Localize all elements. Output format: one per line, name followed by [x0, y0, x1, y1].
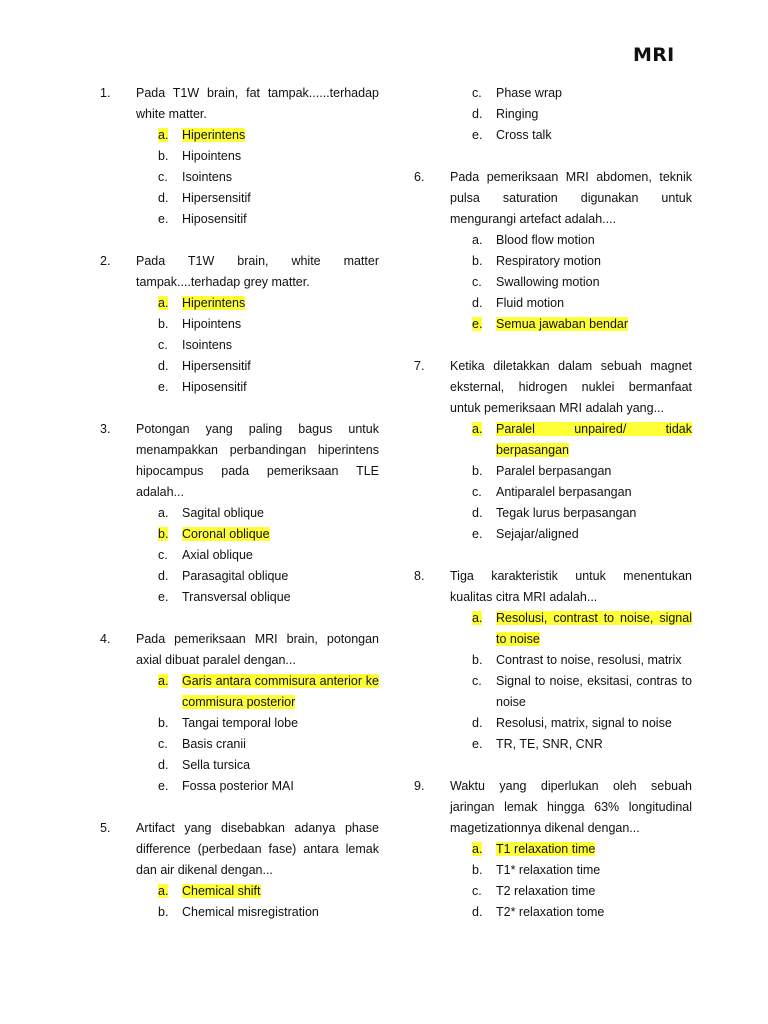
option-text-wrap: [496, 650, 692, 671]
question-5-continuation: [414, 83, 692, 146]
option-text-wrap: [182, 146, 379, 167]
option-letter-text: d.: [158, 569, 169, 583]
option-letter: [158, 671, 168, 692]
option-letter-text: e.: [472, 317, 483, 331]
option-letter: [472, 839, 482, 860]
option-letter-text: b.: [472, 653, 483, 667]
option-letter-text: a.: [472, 611, 483, 625]
option-letter-text: e.: [472, 737, 483, 751]
option-text-wrap: [496, 713, 692, 734]
option-text: Garis antara commisura anterior ke commisura posterior: [182, 674, 379, 709]
option-text-wrap: [182, 755, 379, 776]
option-text-wrap: [496, 293, 692, 314]
option-text-wrap: [496, 881, 692, 902]
option-letter-text: c.: [158, 548, 168, 562]
option-letter-text: b.: [158, 149, 169, 163]
answer-option: [100, 125, 379, 146]
option-letter: [158, 503, 168, 524]
option-letter: [158, 188, 168, 209]
answer-option: [414, 524, 692, 545]
answer-option: [414, 734, 692, 755]
option-text: Tangai temporal lobe: [182, 716, 299, 730]
option-text: Basis cranii: [182, 737, 246, 751]
option-text-wrap: [496, 125, 692, 146]
option-text: Signal to noise, eksitasi, contras to noise: [496, 674, 692, 709]
answer-option: [414, 230, 692, 251]
question: [414, 776, 692, 923]
option-text: T1 relaxation time: [496, 842, 596, 856]
question-text: Pada pemeriksaan MRI brain, potongan axial dibuat paralel dengan...: [136, 632, 379, 667]
answer-option: [414, 251, 692, 272]
answer-option: [414, 902, 692, 923]
option-text-wrap: [182, 335, 379, 356]
option-letter-text: a.: [158, 506, 169, 520]
answer-option: [414, 293, 692, 314]
answer-option: [100, 356, 379, 377]
answer-option: [414, 125, 692, 146]
option-text: Isointens: [182, 170, 233, 184]
option-list: [100, 503, 379, 608]
answer-option: [100, 314, 379, 335]
answer-option: [100, 503, 379, 524]
option-letter-text: e.: [472, 527, 483, 541]
option-text: Ringing: [496, 107, 539, 121]
option-text-wrap: [182, 314, 379, 335]
option-text: Parasagital oblique: [182, 569, 289, 583]
option-text: Paralel berpasangan: [496, 464, 612, 478]
answer-option: [414, 839, 692, 860]
option-text-wrap: [496, 860, 692, 881]
option-text: Contrast to noise, resolusi, matrix: [496, 653, 682, 667]
option-letter: [472, 503, 482, 524]
answer-option: [100, 167, 379, 188]
option-letter-text: c.: [158, 170, 168, 184]
option-text: Cross talk: [496, 128, 552, 142]
answer-option: [100, 713, 379, 734]
option-list: [100, 125, 379, 230]
answer-option: [414, 650, 692, 671]
option-list: [100, 881, 379, 923]
answer-option: [100, 335, 379, 356]
option-letter-text: b.: [158, 317, 169, 331]
question-text: Waktu yang diperlukan oleh sebuah jaringan lemak hingga 63% longitudinal magetizationnya dikenal dengan...: [450, 779, 692, 835]
answer-option: [100, 881, 379, 902]
option-letter: [472, 650, 482, 671]
option-text-wrap: [496, 524, 692, 545]
option-text-wrap: [496, 251, 692, 272]
question: [414, 167, 692, 335]
answer-option: [414, 83, 692, 104]
option-letter: [472, 230, 482, 251]
option-letter-text: b.: [158, 905, 169, 919]
option-text-wrap: [182, 566, 379, 587]
option-list: [414, 419, 692, 545]
option-letter: [472, 902, 482, 923]
option-letter-text: c.: [472, 485, 482, 499]
option-letter: [158, 545, 168, 566]
answer-option: [414, 314, 692, 335]
option-text-wrap: [496, 272, 692, 293]
option-letter-text: e.: [158, 380, 169, 394]
option-text: Respiratory motion: [496, 254, 601, 268]
option-text-wrap: [496, 230, 692, 251]
option-text-wrap: [182, 545, 379, 566]
option-letter-text: b.: [158, 716, 169, 730]
option-letter: [158, 356, 168, 377]
option-letter: [158, 881, 168, 902]
option-text: Resolusi, matrix, signal to noise: [496, 716, 672, 730]
option-letter: [472, 104, 482, 125]
option-letter: [158, 146, 168, 167]
option-letter: [158, 566, 168, 587]
option-letter: [472, 314, 482, 335]
option-letter: [472, 125, 482, 146]
option-text-wrap: [182, 293, 379, 314]
option-letter: [158, 314, 168, 335]
option-text: Swallowing motion: [496, 275, 600, 289]
right-column: [414, 83, 692, 944]
option-list: [414, 83, 692, 146]
question: [100, 419, 379, 608]
option-letter: [472, 293, 482, 314]
option-letter: [158, 335, 168, 356]
option-text: Hiperintens: [182, 128, 246, 142]
option-text-wrap: [182, 713, 379, 734]
option-letter-text: b.: [472, 464, 483, 478]
option-text: Transversal oblique: [182, 590, 291, 604]
option-letter-text: c.: [472, 674, 482, 688]
option-text: Chemical misregistration: [182, 905, 319, 919]
option-list: [100, 293, 379, 398]
option-text-wrap: [496, 671, 692, 713]
answer-option: [100, 524, 379, 545]
answer-option: [100, 566, 379, 587]
question-text: Artifact yang disebabkan adanya phase difference (perbedaan fase) antara lemak dan air dikenal dengan...: [136, 821, 379, 877]
option-letter: [158, 587, 168, 608]
answer-option: [100, 587, 379, 608]
option-letter-text: d.: [472, 296, 483, 310]
question-text: Potongan yang paling bagus untuk menampakkan perbandingan hiperintens hipocampus pada pemeriksaan TLE adalah...: [136, 422, 379, 499]
option-text: Chemical shift: [182, 884, 261, 898]
question-number: 5.: [100, 821, 111, 835]
option-letter: [472, 272, 482, 293]
option-letter-text: e.: [158, 212, 169, 226]
option-text-wrap: [182, 209, 379, 230]
option-list: [414, 230, 692, 335]
answer-option: [100, 902, 379, 923]
question: [100, 818, 379, 923]
option-text-wrap: [496, 461, 692, 482]
option-letter-text: d.: [472, 107, 483, 121]
option-letter: [158, 209, 168, 230]
option-text: Axial oblique: [182, 548, 253, 562]
option-text: Hiposensitif: [182, 212, 247, 226]
option-text: T2 relaxation time: [496, 884, 596, 898]
option-text: Isointens: [182, 338, 233, 352]
option-text-wrap: [496, 104, 692, 125]
question-text: Ketika diletakkan dalam sebuah magnet eksternal, hidrogen nuklei bermanfaat untuk pemeriksaan MRI adalah yang...: [450, 359, 692, 415]
option-letter-text: b.: [472, 863, 483, 877]
option-text: Antiparalel berpasangan: [496, 485, 632, 499]
answer-option: [100, 293, 379, 314]
question-text: Tiga karakteristik untuk menentukan kualitas citra MRI adalah...: [450, 569, 692, 604]
option-letter-text: c.: [472, 884, 482, 898]
option-letter: [158, 713, 168, 734]
question-number: 7.: [414, 359, 425, 373]
answer-option: [100, 776, 379, 797]
option-letter-text: d.: [158, 359, 169, 373]
option-text: Hipersensitif: [182, 359, 251, 373]
option-letter: [472, 734, 482, 755]
option-list: [100, 671, 379, 797]
answer-option: [414, 608, 692, 650]
option-text: Blood flow motion: [496, 233, 595, 247]
option-letter: [472, 524, 482, 545]
option-text: Hipersensitif: [182, 191, 251, 205]
question: [414, 566, 692, 755]
question: [100, 83, 379, 230]
option-letter-text: d.: [158, 758, 169, 772]
answer-option: [414, 482, 692, 503]
question-text: Pada T1W brain, white matter tampak....terhadap grey matter.: [136, 254, 379, 289]
option-letter: [472, 482, 482, 503]
option-text-wrap: [182, 188, 379, 209]
option-text: T1* relaxation time: [496, 863, 601, 877]
option-letter-text: e.: [472, 128, 483, 142]
option-letter: [158, 377, 168, 398]
option-letter: [158, 776, 168, 797]
option-letter-text: d.: [472, 506, 483, 520]
answer-option: [414, 713, 692, 734]
option-text-wrap: [182, 902, 379, 923]
option-letter: [158, 167, 168, 188]
option-text: Coronal oblique: [182, 527, 270, 541]
answer-option: [100, 671, 379, 713]
option-letter: [158, 524, 168, 545]
answer-option: [414, 671, 692, 713]
option-letter-text: a.: [472, 842, 483, 856]
option-letter: [158, 902, 168, 923]
option-text-wrap: [182, 734, 379, 755]
option-letter: [472, 419, 482, 440]
option-letter-text: d.: [158, 191, 169, 205]
option-letter-text: e.: [158, 590, 169, 604]
option-text-wrap: [496, 482, 692, 503]
option-text: T2* relaxation tome: [496, 905, 605, 919]
option-letter: [158, 755, 168, 776]
option-letter: [472, 881, 482, 902]
option-text-wrap: [182, 776, 379, 797]
option-text: Hiperintens: [182, 296, 246, 310]
option-text-wrap: [496, 839, 692, 860]
option-text: Fossa posterior MAI: [182, 779, 294, 793]
option-letter-text: e.: [158, 779, 169, 793]
answer-option: [414, 461, 692, 482]
option-list: [414, 839, 692, 923]
option-text-wrap: [182, 881, 379, 902]
option-text-wrap: [496, 608, 692, 650]
option-list: [414, 608, 692, 755]
option-letter: [472, 251, 482, 272]
option-letter: [158, 293, 168, 314]
option-letter-text: a.: [158, 296, 169, 310]
option-text-wrap: [182, 356, 379, 377]
option-text: Resolusi, contrast to noise, signal to noise: [496, 611, 692, 646]
option-text: Sella tursica: [182, 758, 251, 772]
answer-option: [414, 881, 692, 902]
option-letter-text: a.: [158, 128, 169, 142]
answer-option: [100, 377, 379, 398]
option-letter: [472, 461, 482, 482]
option-text-wrap: [496, 503, 692, 524]
option-letter: [472, 671, 482, 692]
option-letter-text: c.: [158, 737, 168, 751]
question: [100, 629, 379, 797]
answer-option: [100, 755, 379, 776]
option-text: Hiposensitif: [182, 380, 247, 394]
option-letter-text: b.: [472, 254, 483, 268]
option-text-wrap: [496, 902, 692, 923]
question: [100, 251, 379, 398]
left-column: [100, 83, 379, 944]
question: [414, 356, 692, 545]
option-letter-text: b.: [158, 527, 169, 541]
option-text: Tegak lurus berpasangan: [496, 506, 637, 520]
option-letter-text: a.: [158, 884, 169, 898]
option-letter: [472, 860, 482, 881]
option-letter-text: a.: [472, 422, 483, 436]
option-letter-text: d.: [472, 905, 483, 919]
answer-option: [414, 104, 692, 125]
option-letter-text: c.: [472, 86, 482, 100]
question-number: 8.: [414, 569, 425, 583]
question-number: 2.: [100, 254, 111, 268]
option-letter: [158, 734, 168, 755]
option-letter-text: a.: [158, 674, 169, 688]
question-number: 3.: [100, 422, 111, 436]
option-text-wrap: [182, 587, 379, 608]
option-letter: [472, 713, 482, 734]
answer-option: [414, 503, 692, 524]
option-text: Phase wrap: [496, 86, 563, 100]
option-text: Hipointens: [182, 149, 242, 163]
option-text-wrap: [496, 734, 692, 755]
answer-option: [100, 209, 379, 230]
option-text: Fluid motion: [496, 296, 565, 310]
option-text-wrap: [496, 419, 692, 461]
option-text-wrap: [496, 83, 692, 104]
question-number: 4.: [100, 632, 111, 646]
question-text: Pada T1W brain, fat tampak......terhadap white matter.: [136, 86, 379, 121]
option-text-wrap: [496, 314, 692, 335]
option-text-wrap: [182, 524, 379, 545]
option-text: TR, TE, SNR, CNR: [496, 737, 603, 751]
option-text-wrap: [182, 125, 379, 146]
answer-option: [100, 188, 379, 209]
option-letter-text: c.: [472, 275, 482, 289]
option-text-wrap: [182, 377, 379, 398]
question-number: 9.: [414, 779, 425, 793]
option-letter: [158, 125, 168, 146]
option-letter-text: c.: [158, 338, 168, 352]
answer-option: [414, 860, 692, 881]
option-text-wrap: [182, 671, 379, 713]
option-text: Sagital oblique: [182, 506, 265, 520]
option-letter: [472, 608, 482, 629]
option-text: Semua jawaban bendar: [496, 317, 629, 331]
option-text-wrap: [182, 167, 379, 188]
question-text: Pada pemeriksaan MRI abdomen, teknik pulsa saturation digunakan untuk mengurangi artefact adalah....: [450, 170, 692, 226]
option-letter: [472, 83, 482, 104]
answer-option: [100, 146, 379, 167]
option-letter-text: d.: [472, 716, 483, 730]
option-letter-text: a.: [472, 233, 483, 247]
question-number: 6.: [414, 170, 425, 184]
answer-option: [100, 734, 379, 755]
option-text: Paralel unpaired/ tidak berpasangan: [496, 422, 692, 457]
answer-option: [414, 419, 692, 461]
option-text: Sejajar/aligned: [496, 527, 579, 541]
answer-option: [100, 545, 379, 566]
question-number: 1.: [100, 86, 111, 100]
option-text-wrap: [182, 503, 379, 524]
page-title: MRI: [633, 44, 675, 66]
answer-option: [414, 272, 692, 293]
option-text: Hipointens: [182, 317, 242, 331]
